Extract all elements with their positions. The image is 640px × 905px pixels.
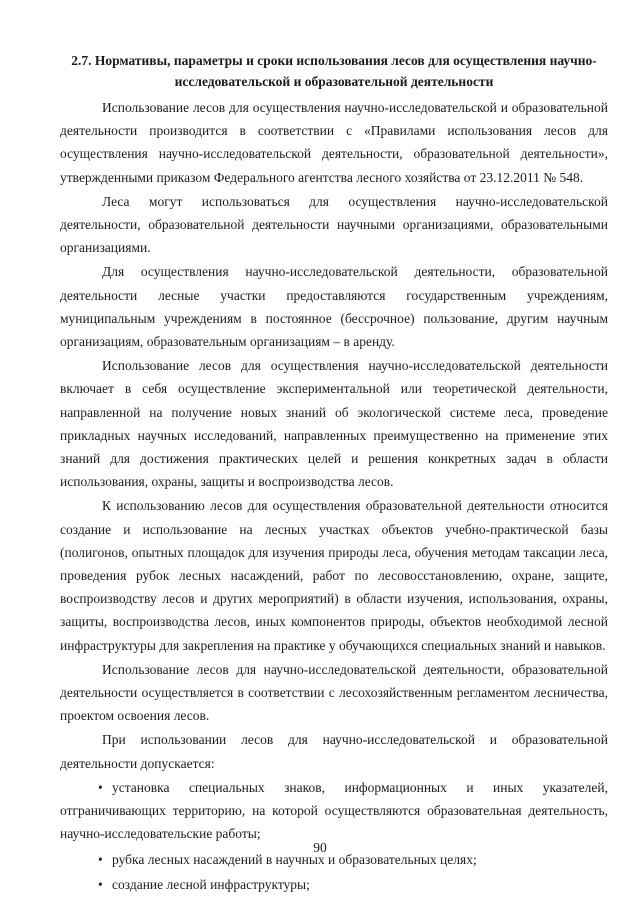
section-heading: 2.7. Нормативы, параметры и сроки использования лесов для осуществления научно-исследовательской и образовательной деятельности	[71, 53, 597, 89]
bullet-icon: •	[98, 851, 103, 867]
paragraph-1: Использование лесов для осуществления научно-исследовательской и образовательной деятельности производится в соответствии с «Правилами использования лесов для осуществления научно-исследовательской деятельности, образовательной деятельности», утвержденными приказом Федерального агентства лесного хозяйства от 23.12.2011 № 548.	[60, 100, 608, 185]
page-number: 90	[313, 840, 327, 855]
paragraph-5: К использованию лесов для осуществления образовательной деятельности относится создание и использование на лесных участках объектов учебно-практической базы (полигонов, опытных площадок для изучения природы леса, обучения методам таксации леса, проведения рубок лесных насаждений, работ по лесовосстановлению, охране, защите, воспроизводству лесов и других мероприятий) в области изучения, использования, охраны, защиты, воспроизводства лесов, иных компонентов природы, объектов необходимой лесной инфраструктуры для закрепления на практике у обучающихся специальных знаний и навыков.	[60, 498, 608, 653]
paragraph-6: Использование лесов для научно-исследовательской деятельности, образовательной деятельности осуществляется в соответствии с лесохозяйственным регламентом лесничества, проектом освоения лесов.	[60, 661, 608, 724]
paragraph-3: Для осуществления научно-исследовательской деятельности, образовательной деятельности лесные участки предоставляются государственным учреждениям, муниципальным учреждениям в постоянное (бессрочное) пользование, другим научным организациям, образовательным организациям – в аренду.	[60, 264, 608, 350]
list-item	[60, 776, 608, 846]
list-item-text: установка специальных знаков, информационных и иных указателей, отграничивающих территорию, на которой осуществляются образовательная деятельность, научно-исследовательские работы;	[60, 779, 608, 842]
paragraph-7: При использовании лесов для научно-исследовательской и образовательной деятельности допускается:	[60, 732, 608, 771]
list-item-text: создание лесной инфраструктуры;	[112, 876, 310, 892]
paragraph-2: Леса могут использоваться для осуществления научно-исследовательской деятельности, образовательной деятельности научными организациями, образовательными организациями.	[60, 193, 608, 256]
bullet-icon: •	[98, 779, 103, 795]
list-item	[60, 873, 608, 896]
permitted-activities-list	[60, 776, 608, 896]
paragraph-4: Использование лесов для осуществления научно-исследовательской деятельности включает в себя осуществление экспериментальной или теоретической деятельности, направленной на получение новых знаний об экологической системе леса, проведение прикладных научных исследований, направленных преимущественно на применение этих знаний для достижения практических целей и решения конкретных задач в области использования, охраны, защиты и воспроизводства лесов.	[60, 358, 608, 490]
document-page	[60, 50, 608, 898]
bullet-icon: •	[98, 876, 103, 892]
list-item-text: рубка лесных насаждений в научных и образовательных целях;	[112, 851, 477, 867]
